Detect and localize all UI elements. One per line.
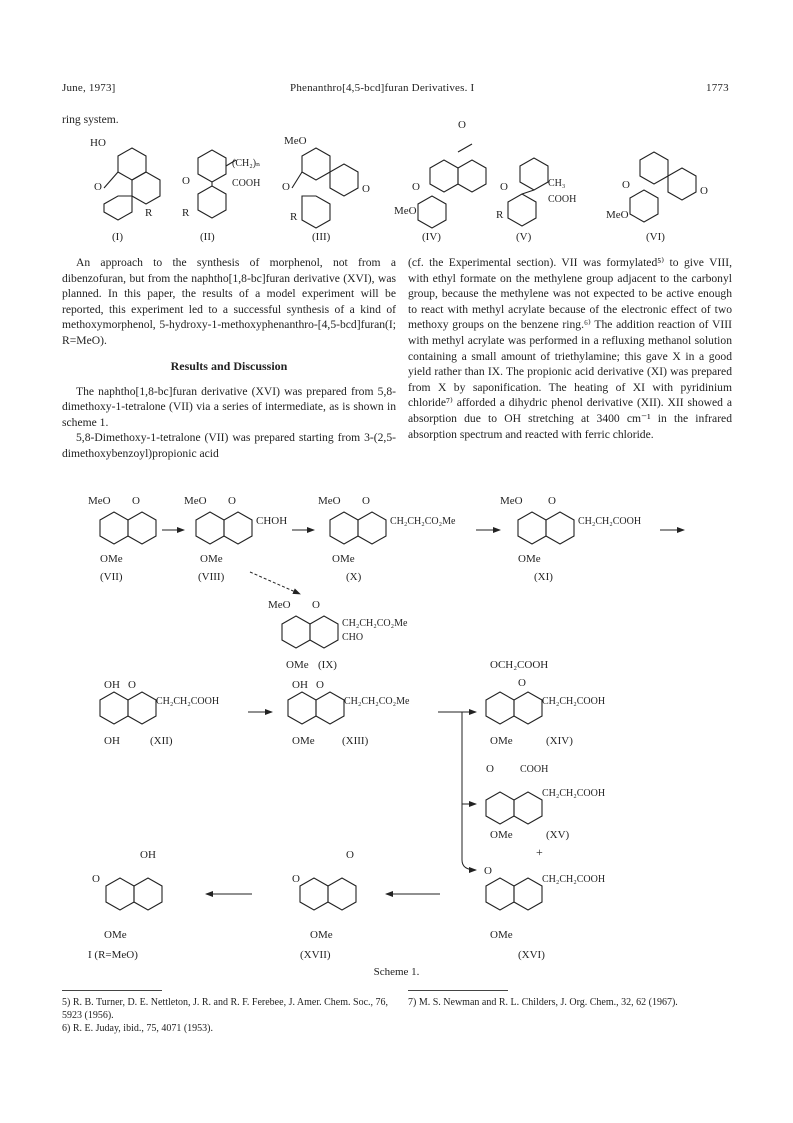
xvi-ome: OMe	[490, 929, 513, 941]
results-paragraph-1: The naphtho[1,8-bc]furan derivative (XVI) was prepared from 5,8-dimethoxy-1-tetralone (VII) via a series of intermediate, as is shown in scheme 1.	[62, 384, 396, 429]
struct-iii-meo: MeO	[284, 135, 307, 147]
xv-ome: OMe	[490, 829, 513, 841]
label-xvii: (XVII)	[300, 949, 331, 961]
struct-vi-o2: O	[700, 185, 708, 197]
xii-chain: CH₂CH₂COOH	[156, 696, 220, 707]
label-vii: (VII)	[100, 571, 123, 583]
results-paragraph-2: 5,8-Dimethoxy-1-tetralone (VII) was prepared starting from 3-(2,5-dimethoxybenzoyl)propionic acid	[62, 431, 396, 460]
section-heading: Results and Discussion	[170, 358, 288, 373]
struct-i-ho: HO	[90, 137, 106, 149]
struct-label-i: (I)	[112, 231, 123, 243]
struct-v-ch3: CH₃	[548, 178, 566, 189]
left-column	[62, 255, 396, 462]
xiii-oh: OH	[292, 679, 308, 691]
xiii-chain: CH₂CH₂CO₂Me	[344, 696, 410, 707]
struct-i-o: O	[94, 181, 102, 193]
xv-chain: CH₂CH₂COOH	[542, 788, 606, 799]
viii-chohh: CHOH	[256, 515, 288, 527]
xvi-chain: CH₂CH₂COOH	[542, 874, 606, 885]
xi-meo: MeO	[500, 495, 523, 507]
viii-ome: OMe	[200, 553, 223, 565]
lead-in-text: ring system.	[62, 113, 119, 126]
label-xi: (XI)	[534, 571, 553, 583]
label-xvi: (XVI)	[518, 949, 545, 961]
ix-ome: OMe	[286, 659, 309, 671]
scheme-caption: Scheme 1.	[373, 966, 420, 978]
x-ome: OMe	[332, 553, 355, 565]
footnote-6: 6) R. E. Juday, ibid., 75, 4071 (1953).	[62, 1023, 214, 1034]
struct-label-v: (V)	[516, 231, 532, 243]
i-oh: OH	[140, 849, 156, 861]
viii-o: O	[228, 495, 236, 507]
label-viii: (VIII)	[198, 571, 225, 583]
xi-ome: OMe	[518, 553, 541, 565]
header-date: June, 1973]	[62, 82, 116, 94]
struct-iii-o: O	[282, 181, 290, 193]
xiv-och2cooh: OCH₂COOH	[490, 659, 549, 671]
xii-oh: OH	[104, 679, 120, 691]
xv-cooh: COOH	[520, 764, 549, 775]
xi-o: O	[548, 495, 556, 507]
footnote-rule-right	[408, 990, 508, 991]
footnote-5: 5) R. B. Turner, D. E. Nettleton, J. R. and R. F. Ferebee, J. Amer. Chem. Soc., 76, 5923 (1956).	[62, 997, 389, 1021]
header-page-number: 1773	[706, 82, 729, 94]
xiv-o: O	[518, 677, 526, 689]
struct-label-iv: (IV)	[422, 231, 441, 243]
xi-chain: CH₂CH₂COOH	[578, 516, 642, 527]
ix-chain: CH₂CH₂CO₂Me	[342, 618, 408, 629]
struct-iii-o2: O	[362, 183, 370, 195]
xvii-o-top: O	[346, 849, 354, 861]
struct-label-ii: (II)	[200, 231, 215, 243]
scheme-1-figure	[0, 490, 793, 970]
xiii-ome: OMe	[292, 735, 315, 747]
vii-ome: OMe	[100, 553, 123, 565]
footnote-7: 7) M. S. Newman and R. L. Childers, J. Org. Chem., 32, 62 (1967).	[408, 997, 678, 1008]
viii-meo: MeO	[184, 495, 207, 507]
xiv-ome: OMe	[490, 735, 513, 747]
xii-o: O	[128, 679, 136, 691]
struct-label-vi: (VI)	[646, 231, 665, 243]
struct-vi-meo: MeO	[606, 209, 629, 221]
i-o: O	[92, 873, 100, 885]
vii-meo: MeO	[88, 495, 111, 507]
plus-sign: +	[536, 845, 543, 859]
xvii-ome: OMe	[310, 929, 333, 941]
i-ome: OMe	[104, 929, 127, 941]
label-i-final: I (R=MeO)	[88, 949, 138, 961]
vii-o: O	[132, 495, 140, 507]
struct-i-r: R	[145, 207, 153, 219]
label-xiv: (XIV)	[546, 735, 573, 747]
xiv-chain: CH₂CH₂COOH	[542, 696, 606, 707]
label-xv: (XV)	[546, 829, 570, 841]
right-paragraph: (cf. the Experimental section). VII was formylated⁵⁾ to give VIII, with ethyl formate on the methylene group adjacent to the carbonyl group, because the methylene was not expected to be active enough to react with methyl acrylate because of the electronic effect of two methoxy groups on the benzene ring.⁶⁾ The addition reaction of VIII with methyl acrylate was performed in a refluxing methanol solution containing a small amount of triethylamine; this gave X in a good yield rather than IX. The propionic acid derivative (XI) was prepared from X by saponification. The heating of XI with pyridinium chloride⁷⁾ afforded a dihydric phenol derivative (XII). XII showed a absorption due to OH stretching at 3400 cm⁻¹ in the infrared absorption spectrum and reacted with ferric chloride.	[408, 256, 732, 441]
struct-iii-r: R	[290, 211, 298, 223]
ix-cho: CHO	[342, 632, 364, 643]
ix-meo: MeO	[268, 599, 291, 611]
label-xiii: (XIII)	[342, 735, 369, 747]
xii-oh2: OH	[104, 735, 120, 747]
struct-label-iii: (III)	[312, 231, 331, 243]
ix-o: O	[312, 599, 320, 611]
label-xii: (XII)	[150, 735, 173, 747]
struct-ii-r: R	[182, 207, 190, 219]
struct-v-r: R	[496, 209, 504, 221]
label-ix: (IX)	[318, 659, 337, 671]
header-title: Phenanthro[4,5-bcd]furan Derivatives. I	[290, 82, 475, 94]
struct-vi-o: O	[622, 179, 630, 191]
struct-v-cooh: COOH	[548, 194, 577, 205]
right-column	[408, 255, 732, 442]
label-x: (X)	[346, 571, 362, 583]
intro-paragraph: An approach to the synthesis of morphenol, not from a dibenzofuran, but from the naphtho[1,8-bc]furan derivative (XVI), was planned. In this paper, the results of a model experiment will be reported, this experiment led to a successful synthesis of a kind of methoxymorphenol, 5-hydroxy-1-methoxyphenanthro-[4,5-bcd]furan(I; R=MeO).	[62, 256, 396, 347]
xvii-o: O	[292, 873, 300, 885]
struct-ii-ch2n: (CH₂)ₙ	[232, 158, 261, 169]
footnote-rule-left	[62, 990, 162, 991]
x-meo: MeO	[318, 495, 341, 507]
struct-iv-o-top: O	[458, 119, 466, 131]
struct-ii-o: O	[182, 175, 190, 187]
xiii-o: O	[316, 679, 324, 691]
xv-o: O	[486, 763, 494, 775]
x-chain: CH₂CH₂CO₂Me	[390, 516, 456, 527]
struct-iv-o: O	[412, 181, 420, 193]
x-o: O	[362, 495, 370, 507]
struct-v-o: O	[500, 181, 508, 193]
struct-iv-meo: MeO	[394, 205, 417, 217]
struct-ii-cooh: COOH	[232, 178, 261, 189]
xvi-o: O	[484, 865, 492, 877]
